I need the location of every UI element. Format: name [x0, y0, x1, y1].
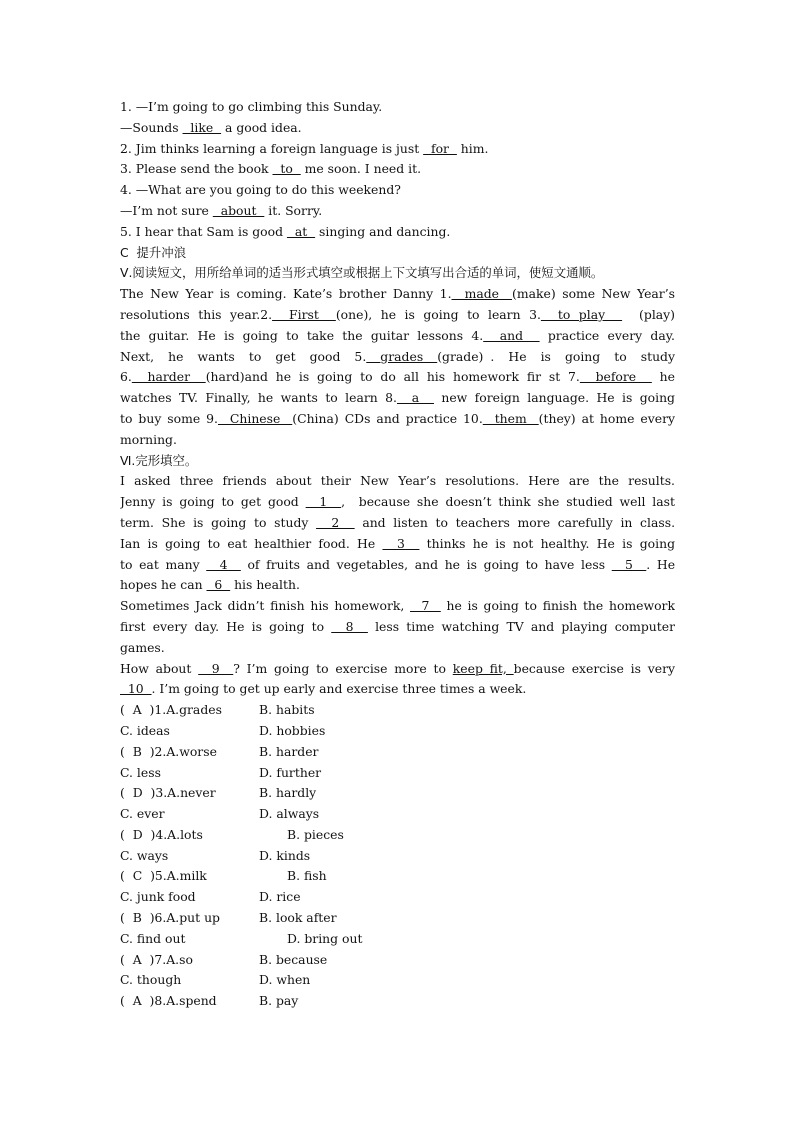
choice-row	[120, 950, 675, 971]
choice-option: D. kinds	[259, 847, 311, 863]
passage-text: new foreign language. He is going	[433, 390, 675, 406]
choice-option: ( A )1.A.grades	[120, 702, 222, 718]
cloze-text: . He	[646, 556, 675, 572]
choice-option: ( B )2.A.worse	[120, 743, 217, 759]
answer-blank: made	[451, 286, 513, 302]
answer-blank: before	[579, 369, 652, 385]
passage-text: (play)	[622, 306, 675, 322]
choice-row	[120, 887, 675, 908]
choice-row	[120, 783, 675, 804]
cloze-text: . I’m going to get up early and exercise three times a week.	[151, 681, 527, 697]
answer-blank: like	[182, 119, 222, 135]
choice-option: D. further	[259, 764, 322, 780]
cloze-blank: 3	[382, 535, 420, 551]
passage-text: (grade) . He is going to study	[437, 348, 675, 364]
passage-text: morning.	[120, 431, 177, 447]
question-text: him.	[456, 140, 489, 156]
passage-text: (hard)and he is going to do all his homework fir st 7.	[205, 369, 580, 385]
choice-option: ( C )5.A.milk	[120, 868, 207, 884]
passage-text: (one), he is going to learn 3.	[335, 306, 541, 322]
cloze-text: Jenny is going to get good	[120, 494, 306, 510]
passage-text: (make) some New Year’s	[512, 286, 675, 302]
choice-option: B. because	[259, 951, 328, 967]
passage-line	[120, 305, 675, 326]
cloze-text: Ian is going to eat healthier food. He	[120, 535, 383, 551]
cloze-blank: 1	[305, 494, 342, 510]
answer-blank: to play	[540, 306, 623, 322]
section-c-label: C 提升冲浪	[120, 244, 187, 260]
choice-option: D. hobbies	[259, 722, 326, 738]
passage-text: 6.	[120, 369, 132, 385]
passage-text: watches TV. Finally, he wants to learn 8.	[120, 390, 397, 406]
choice-row	[120, 825, 675, 846]
question-4-response	[120, 201, 675, 222]
question-text: 1. —I’m going to go climbing this Sunday.	[120, 99, 383, 114]
cloze-line	[120, 638, 675, 659]
choice-option: C. ways	[120, 847, 169, 863]
passage-text: resolutions this year.2.	[120, 306, 273, 322]
cloze-blank: 10	[120, 681, 152, 697]
passage-text: (they) at home every	[538, 410, 675, 426]
cloze-text: ? I’m going to exercise more to	[233, 660, 453, 676]
passage-line	[120, 284, 675, 305]
question-1-response	[120, 118, 675, 139]
question-4-prompt	[120, 180, 675, 201]
passage-text: (China) CDs and practice 10.	[292, 410, 483, 426]
question-1-prompt	[120, 97, 675, 118]
passage-line	[120, 430, 675, 451]
choice-option: B. fish	[287, 868, 327, 884]
choice-option: ( B )6.A.put up	[120, 910, 220, 926]
question-text: me soon. I need it.	[300, 161, 422, 177]
cloze-line	[120, 513, 675, 534]
choice-option: C. ever	[120, 806, 165, 822]
choice-option: C. though	[120, 972, 182, 988]
choice-row	[120, 970, 675, 991]
cloze-blank: 7	[410, 598, 441, 614]
question-3	[120, 159, 675, 180]
choice-option: B. pieces	[287, 826, 344, 842]
choice-option: B. habits	[259, 702, 315, 718]
cloze-blank: 9	[198, 660, 234, 676]
choice-option: ( D )4.A.lots	[120, 826, 203, 842]
passage-line	[120, 388, 675, 409]
question-text: it. Sorry.	[264, 202, 323, 218]
choice-row	[120, 929, 675, 950]
passage-line	[120, 347, 675, 368]
cloze-text: to eat many	[120, 556, 207, 572]
choice-option: ( A )8.A.spend	[120, 993, 217, 1009]
choice-row	[120, 908, 675, 929]
answer-blank: to	[272, 161, 301, 177]
cloze-text: because exercise is very	[513, 660, 675, 676]
worksheet-page	[120, 97, 675, 1012]
choice-option: C. find out	[120, 930, 186, 946]
cloze-line	[120, 596, 675, 617]
answer-blank: them	[482, 410, 539, 426]
answer-blank: at	[286, 223, 316, 239]
cloze-line	[120, 617, 675, 638]
cloze-text: thinks he is not healthy. He is going	[419, 535, 675, 551]
choice-row	[120, 804, 675, 825]
cloze-blank: 8	[331, 618, 368, 634]
cloze-line	[120, 534, 675, 555]
choice-option: ( A )7.A.so	[120, 951, 193, 967]
passage-text: The New Year is coming. Kate’s brother Danny 1.	[120, 286, 452, 302]
cloze-text: he is going to finish the homework	[440, 598, 675, 614]
choice-option: C. ideas	[120, 722, 170, 738]
cloze-line	[120, 575, 675, 596]
cloze-line	[120, 555, 675, 576]
answer-blank: harder	[131, 369, 206, 385]
choice-option: D. when	[259, 972, 311, 988]
cloze-line	[120, 679, 675, 700]
cloze-text: hopes he can	[120, 577, 207, 593]
choice-row	[120, 721, 675, 742]
cloze-line	[120, 659, 675, 680]
cloze-text: and listen to teachers more carefully in class.	[354, 514, 675, 530]
cloze-blank: 2	[316, 514, 355, 530]
part-5-heading: Ⅴ.阅读短文，用所给单词的适当形式填空或根据上下文填写出合适的单词，使短文通顺。	[120, 265, 604, 281]
cloze-text: How about	[120, 660, 199, 676]
question-text: singing and dancing.	[315, 223, 451, 239]
choice-option: B. harder	[259, 743, 319, 759]
answer-blank: a	[396, 390, 434, 406]
cloze-text: , because she doesn’t think she studied well last	[341, 494, 675, 510]
cloze-text: his health.	[230, 577, 300, 593]
choice-row	[120, 742, 675, 763]
answer-blank: about	[212, 202, 265, 218]
answer-blank: First	[272, 306, 336, 322]
passage-line	[120, 367, 675, 388]
choice-list	[120, 700, 675, 1012]
question-text: —Sounds	[120, 119, 183, 135]
question-5	[120, 222, 675, 243]
passage-line	[120, 409, 675, 430]
answer-blank: Chinese	[217, 410, 293, 426]
cloze-line	[120, 492, 675, 513]
choice-option: ( D )3.A.never	[120, 785, 216, 801]
cloze-text: I asked three friends about their New Year’s resolutions. Here are the results.	[120, 473, 675, 489]
choice-option: B. look after	[259, 910, 337, 926]
part-6-heading: Ⅵ.完形填空。	[120, 452, 198, 468]
cloze-blank: 6	[206, 577, 231, 593]
passage-text: the guitar. He is going to take the guitar lessons 4.	[120, 327, 484, 343]
choice-option: B. hardly	[259, 785, 317, 801]
answer-blank: grades	[366, 348, 438, 364]
passage-text: he	[651, 369, 675, 385]
cloze-text: of fruits and vegetables, and he is going to have less	[240, 556, 612, 572]
cloze-text: term. She is going to study	[120, 514, 317, 530]
answer-blank: for	[423, 140, 457, 156]
cloze-text: less time watching TV and playing computer	[367, 618, 675, 634]
question-text: —I’m not sure	[120, 202, 213, 218]
passage-text: practice every day.	[539, 327, 675, 343]
choice-option: D. rice	[259, 889, 301, 905]
cloze-blank: 4	[206, 556, 241, 572]
question-text: 3. Please send the book	[120, 161, 273, 177]
choice-row	[120, 700, 675, 721]
choice-row	[120, 763, 675, 784]
underlined-phrase: keep fit,	[452, 660, 514, 676]
passage-text: Next, he wants to get good 5.	[120, 348, 367, 364]
question-text: 2. Jim thinks learning a foreign language is just	[120, 140, 424, 156]
passage-line	[120, 326, 675, 347]
choice-option: C. junk food	[120, 889, 196, 905]
choice-option: B. pay	[259, 993, 299, 1009]
question-text: a good idea.	[221, 119, 302, 135]
cloze-blank: 5	[611, 556, 647, 572]
question-text: 4. —What are you going to do this weekend?	[120, 182, 401, 198]
passage-text: to buy some 9.	[120, 410, 218, 426]
choice-row	[120, 846, 675, 867]
choice-option: D. always	[259, 806, 320, 822]
choice-option: D. bring out	[287, 930, 363, 946]
cloze-text: Sometimes Jack didn’t finish his homework,	[120, 598, 411, 614]
answer-blank: and	[483, 327, 540, 343]
cloze-text: games.	[120, 639, 165, 655]
cloze-line	[120, 471, 675, 492]
cloze-text: first every day. He is going to	[120, 618, 332, 634]
question-2	[120, 139, 675, 160]
question-text: 5. I hear that Sam is good	[120, 223, 287, 239]
choice-row	[120, 866, 675, 887]
choice-row	[120, 991, 675, 1012]
choice-option: C. less	[120, 764, 161, 780]
